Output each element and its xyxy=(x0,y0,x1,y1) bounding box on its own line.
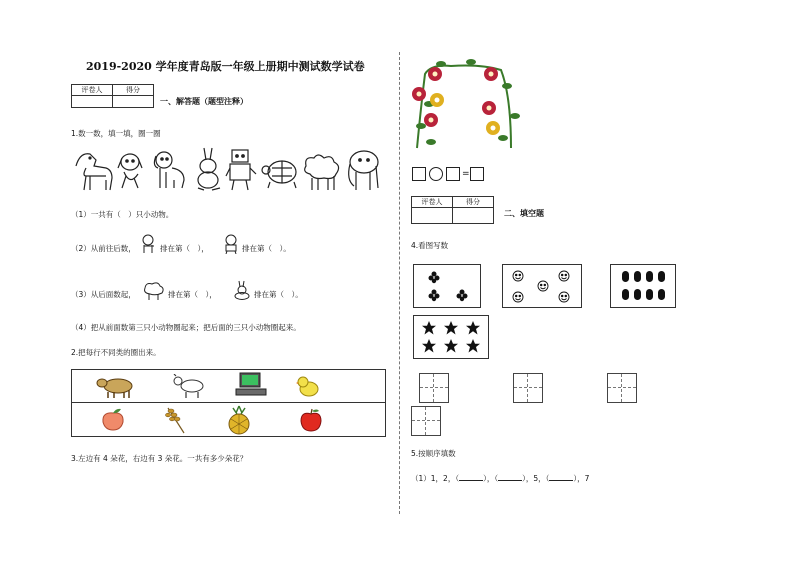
question-1-sub-1: （1）一共有（ ）只小动物。 xyxy=(71,210,174,219)
grader-label: 评卷人 xyxy=(412,197,453,208)
count-box-faces xyxy=(502,264,582,308)
score-label: 得分 xyxy=(113,85,154,96)
rabbit-icon xyxy=(198,148,220,190)
count-box-ovals xyxy=(610,264,676,308)
question-4-prompt: 4.看图写数 xyxy=(411,241,449,250)
answer-box-4[interactable] xyxy=(411,406,441,436)
ox-icon[interactable] xyxy=(96,374,136,398)
goat-icon[interactable] xyxy=(172,374,206,398)
question-1-sub-2-end: 排在第（ ）。 xyxy=(242,244,291,253)
score-table-right xyxy=(411,196,494,224)
flower-yellow-1 xyxy=(430,93,444,107)
robot-icon xyxy=(222,234,240,254)
flower-red-2 xyxy=(412,87,426,101)
answer-box-2[interactable] xyxy=(513,373,543,403)
robot-icon xyxy=(226,150,256,190)
sequence-blank-1[interactable] xyxy=(459,480,483,481)
question-5-prompt: 5.按顺序填数 xyxy=(411,449,456,458)
sheep-icon xyxy=(305,155,339,190)
dog-icon xyxy=(154,152,184,188)
answer-box-3[interactable] xyxy=(607,373,637,403)
sheep-icon xyxy=(142,280,166,300)
elephant-icon xyxy=(349,151,378,190)
question-1-sub-3-mid: 排在第（ ）， xyxy=(168,290,217,299)
score-table-left xyxy=(71,84,154,108)
sequence-blank-3[interactable] xyxy=(549,480,573,481)
score-cell[interactable] xyxy=(453,208,494,224)
flower-vine-icon xyxy=(411,56,523,150)
score-label: 得分 xyxy=(453,197,494,208)
answer-box-1[interactable] xyxy=(419,373,449,403)
grader-cell[interactable] xyxy=(412,208,453,224)
oval-shapes xyxy=(611,265,675,307)
sequence-end: ），7 xyxy=(573,474,590,483)
question-1-sub-4: （4）把从前面数第三只小动物圈起来；把后面的三只小动物圈起来。 xyxy=(71,323,301,332)
flower-red-3 xyxy=(424,113,438,127)
question-2-prompt: 2.把每行不同类的圈出来。 xyxy=(71,348,161,357)
dog-icon xyxy=(118,154,142,188)
page-divider xyxy=(399,52,400,514)
question-1-sub-3-lead: （3）从后面数起， xyxy=(71,290,136,299)
turtle-icon xyxy=(262,161,296,188)
sequence-sep-2: ），5，（ xyxy=(522,474,550,483)
question-1-sub-3-end: 排在第（ ）。 xyxy=(254,290,303,299)
sequence-blank-2[interactable] xyxy=(498,480,522,481)
flower-red-4 xyxy=(484,67,498,81)
equation-box-2[interactable] xyxy=(446,167,460,181)
count-box-clubs xyxy=(413,264,481,308)
question-2-grid xyxy=(71,369,386,437)
score-cell[interactable] xyxy=(113,96,154,108)
club-shapes xyxy=(414,265,480,307)
star-shapes xyxy=(414,316,488,358)
smiley-shapes xyxy=(503,265,581,307)
question-1-prompt: 1.数一数，填一填，圈一圈 xyxy=(71,129,161,138)
flower-red-5 xyxy=(482,101,496,115)
apple-icon[interactable] xyxy=(298,407,324,433)
peach-icon[interactable] xyxy=(100,408,126,432)
sequence-lead: （1）1，2，（ xyxy=(411,474,460,483)
rabbit-icon xyxy=(232,280,252,300)
section-heading-2: 二、填空题 xyxy=(504,209,544,218)
flower-yellow-2 xyxy=(486,121,500,135)
flower-red-1 xyxy=(428,67,442,81)
chick-icon[interactable] xyxy=(296,375,320,397)
equals-sign: = xyxy=(462,169,470,179)
grader-cell[interactable] xyxy=(72,96,113,108)
dog-icon xyxy=(140,234,158,254)
question-3-prompt: 3.左边有 4 朵花，右边有 3 朵花。一共有多少朵花？ xyxy=(71,454,248,463)
equation-box-1[interactable] xyxy=(412,167,426,181)
sequence-line xyxy=(411,473,589,484)
section-heading-1: 一、解答题（题型注释） xyxy=(160,97,248,106)
count-box-stars xyxy=(413,315,489,359)
question-1-sub-2-lead: （2）从前往后数， xyxy=(71,244,136,253)
grader-label: 评卷人 xyxy=(72,85,113,96)
page-title: 2019-2020 学年度青岛版一年级上册期中测试数学试卷 xyxy=(86,60,365,73)
sequence-sep-1: ），（ xyxy=(483,474,499,483)
equation-box-3[interactable] xyxy=(470,167,484,181)
equation-operator-circle[interactable] xyxy=(429,167,443,181)
wheat-icon[interactable] xyxy=(164,406,188,434)
question-1-sub-2-mid: 排在第（ ）， xyxy=(160,244,209,253)
horse-icon xyxy=(76,154,112,190)
computer-icon[interactable] xyxy=(234,372,268,398)
animal-row xyxy=(72,146,384,194)
pineapple-icon[interactable] xyxy=(224,405,254,435)
